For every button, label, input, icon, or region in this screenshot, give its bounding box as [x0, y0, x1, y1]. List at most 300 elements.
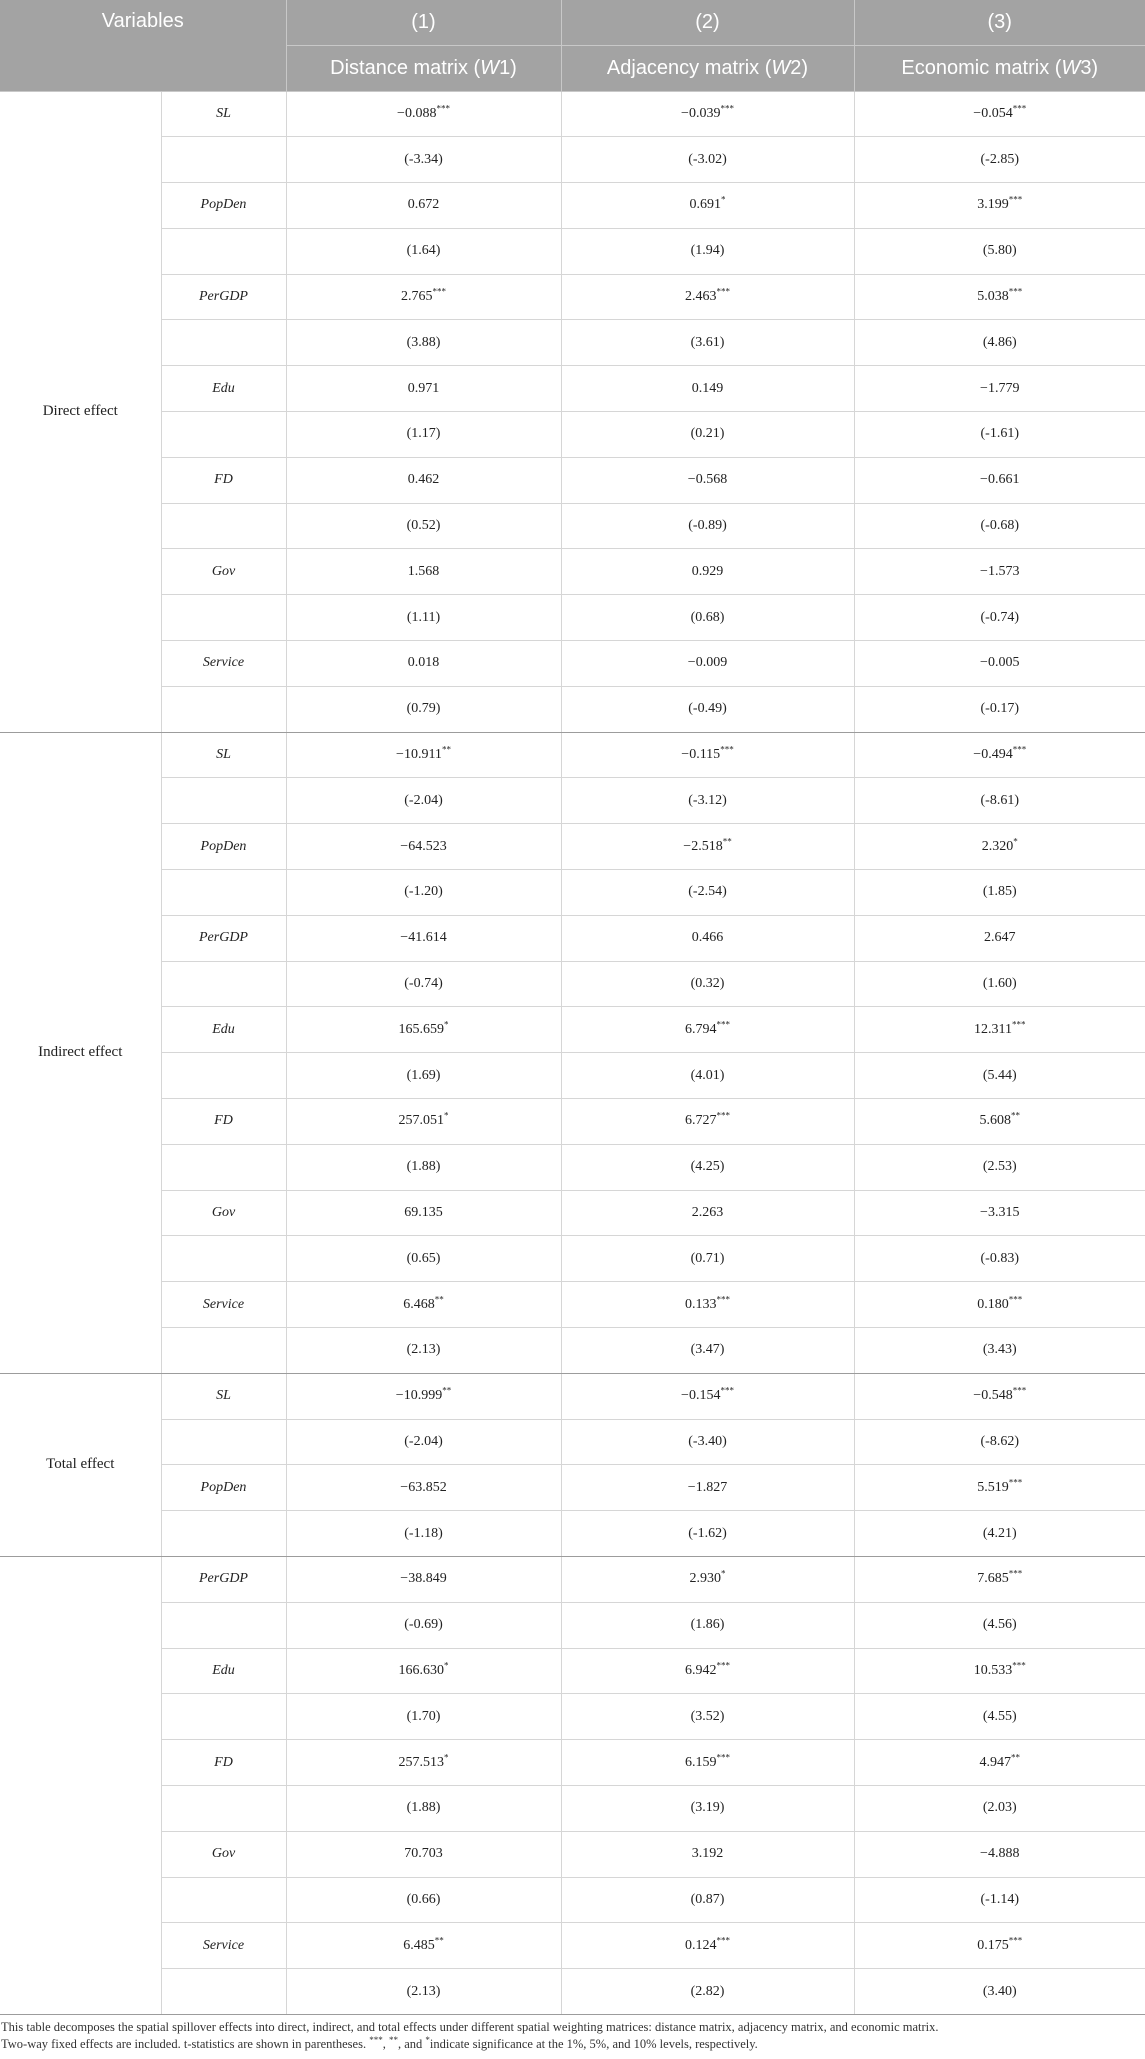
table-row-coefficient — [0, 1648, 1145, 1694]
table-row-coefficient — [0, 457, 1145, 503]
coefficient-value: 6.468 — [403, 1296, 435, 1312]
variable-name-empty — [161, 778, 286, 824]
coefficient-value: 1.568 — [407, 563, 440, 579]
coefficient-cell-col2 — [561, 549, 854, 595]
effect-group-label: Indirect effect — [0, 732, 161, 1373]
variable-name: SL — [161, 1373, 286, 1419]
tstat-cell-col2: (4.25) — [561, 1144, 854, 1190]
table-row-tstat — [0, 503, 1145, 549]
coefficient-value: 7.685 — [977, 1571, 1009, 1587]
tstat-cell-col2: (4.01) — [561, 1053, 854, 1099]
tstat-cell-col2: (2.82) — [561, 1969, 854, 2015]
table-row-tstat — [0, 1144, 1145, 1190]
variable-name: Service — [161, 641, 286, 687]
significance-stars: *** — [716, 1751, 730, 1762]
variable-name: PopDen — [161, 183, 286, 229]
variable-name: Gov — [161, 549, 286, 595]
tstat-cell-col2: (0.68) — [561, 595, 854, 641]
variable-name: Service — [161, 1282, 286, 1328]
coefficient-value: 5.519 — [977, 1479, 1009, 1495]
variable-name: FD — [161, 457, 286, 503]
table-row-tstat — [0, 1969, 1145, 2015]
coefficient-cell-col2 — [561, 1099, 854, 1145]
coefficient-cell-col3 — [854, 1099, 1145, 1145]
table-row-coefficient — [0, 641, 1145, 687]
tstat-cell-col2: (0.71) — [561, 1236, 854, 1282]
coefficient-value: 0.180 — [977, 1296, 1009, 1312]
table-row-coefficient — [0, 1099, 1145, 1145]
coefficient-cell-col2 — [561, 1007, 854, 1053]
coefficient-value: 0.462 — [407, 472, 440, 488]
significance-stars: *** — [1008, 1293, 1023, 1304]
effect-group-label: Total effect — [0, 1373, 161, 1556]
coefficient-value: 2.263 — [691, 1205, 724, 1221]
variable-name: Gov — [161, 1190, 286, 1236]
significance-stars: ** — [1011, 1110, 1020, 1121]
coefficient-value: 2.463 — [685, 289, 717, 305]
coefficient-cell-col3 — [854, 1465, 1145, 1511]
coefficient-cell-col2 — [561, 824, 854, 870]
tstat-cell-col3: (5.80) — [854, 228, 1145, 274]
coefficient-cell-col3 — [854, 732, 1145, 778]
coefficient-value: 6.727 — [685, 1113, 717, 1129]
coefficient-value: 0.971 — [407, 380, 440, 396]
tstat-cell-col3: (4.56) — [854, 1602, 1145, 1648]
coefficient-value: 2.320 — [981, 838, 1014, 854]
variable-name: Edu — [161, 1007, 286, 1053]
header-col3-name: Economic matrix (W3) — [854, 45, 1145, 91]
coefficient-cell-col3 — [854, 1923, 1145, 1969]
coefficient-cell-col3 — [854, 457, 1145, 503]
coefficient-cell-col1 — [286, 1007, 561, 1053]
coefficient-cell-col3 — [854, 549, 1145, 595]
tstat-cell-col2: (3.47) — [561, 1328, 854, 1374]
coefficient-cell-col1 — [286, 1282, 561, 1328]
coefficient-value: 5.608 — [979, 1113, 1011, 1129]
coefficient-value: 6.794 — [685, 1021, 717, 1037]
footnote-line-1: This table decomposes the spatial spillover effects into direct, indirect, and total effects under different spatial weighting matrices: distance matrix, adjacency matrix, and economic matrix. — [1, 2020, 939, 2034]
variable-name: PerGDP — [161, 915, 286, 961]
significance-stars: ** — [434, 1293, 444, 1304]
tstat-cell-col3: (-0.17) — [854, 686, 1145, 732]
coefficient-value: 5.038 — [977, 289, 1009, 305]
coefficient-value: −2.518 — [683, 838, 723, 854]
coefficient-cell-col1 — [286, 915, 561, 961]
variable-name-empty — [161, 1694, 286, 1740]
coefficient-cell-col3 — [854, 91, 1145, 137]
variable-name: Edu — [161, 366, 286, 412]
coefficient-value: 2.647 — [984, 930, 1016, 946]
significance-stars: ** — [441, 744, 451, 755]
coefficient-value: 0.149 — [691, 380, 724, 396]
tstat-cell-col2: (3.52) — [561, 1694, 854, 1740]
coefficient-cell-col1 — [286, 1557, 561, 1603]
tstat-cell-col1: (0.65) — [286, 1236, 561, 1282]
table-row-coefficient — [0, 732, 1145, 778]
significance-stars: *** — [716, 1660, 730, 1671]
table-row-tstat — [0, 686, 1145, 732]
coefficient-value: 257.513 — [398, 1754, 444, 1770]
significance-stars: *** — [1012, 1660, 1026, 1671]
tstat-cell-col3: (-1.61) — [854, 412, 1145, 458]
significance-stars: * — [444, 1019, 449, 1030]
table-footnote — [0, 2019, 1145, 2053]
tstat-cell-col1: (0.52) — [286, 503, 561, 549]
variable-name: FD — [161, 1740, 286, 1786]
variable-name-empty — [161, 870, 286, 916]
coefficient-value: −1.779 — [980, 380, 1020, 396]
variable-name-empty — [161, 1877, 286, 1923]
variable-name-empty — [161, 1236, 286, 1282]
coefficient-cell-col1 — [286, 366, 561, 412]
coefficient-cell-col3 — [854, 1007, 1145, 1053]
variable-name-empty — [161, 961, 286, 1007]
significance-stars: *** — [1011, 1019, 1026, 1030]
coefficient-value: 6.485 — [403, 1937, 435, 1953]
significance-stars: ** — [442, 1385, 452, 1396]
variable-name-empty — [161, 1053, 286, 1099]
tstat-cell-col2: (3.19) — [561, 1785, 854, 1831]
variable-name-empty — [161, 137, 286, 183]
coefficient-cell-col2 — [561, 1831, 854, 1877]
variable-name-empty — [161, 1511, 286, 1557]
coefficient-cell-col1 — [286, 183, 561, 229]
significance-stars: *** — [720, 744, 734, 755]
coefficient-value: −4.888 — [980, 1846, 1020, 1862]
coefficient-value: 2.930 — [689, 1571, 721, 1587]
coefficient-value: 3.199 — [977, 197, 1009, 213]
tstat-cell-col3: (5.44) — [854, 1053, 1145, 1099]
tstat-cell-col1: (1.88) — [286, 1785, 561, 1831]
coefficient-value: −0.661 — [980, 472, 1020, 488]
coefficient-cell-col2 — [561, 457, 854, 503]
coefficient-cell-col3 — [854, 274, 1145, 320]
table-body — [0, 91, 1145, 2014]
significance-stars: *** — [716, 1293, 730, 1304]
significance-stars: * — [444, 1751, 449, 1762]
effect-group-label: Direct effect — [0, 91, 161, 732]
tstat-cell-col2: (3.61) — [561, 320, 854, 366]
tstat-cell-col1: (2.13) — [286, 1328, 561, 1374]
variable-name-empty — [161, 1785, 286, 1831]
tstat-cell-col3: (-0.83) — [854, 1236, 1145, 1282]
tstat-cell-col1: (1.69) — [286, 1053, 561, 1099]
table-row-tstat — [0, 961, 1145, 1007]
coefficient-cell-col2 — [561, 732, 854, 778]
table-row-coefficient — [0, 1465, 1145, 1511]
tstat-cell-col2: (-0.89) — [561, 503, 854, 549]
tstat-cell-col2: (-3.40) — [561, 1419, 854, 1465]
variable-name-empty — [161, 595, 286, 641]
tstat-cell-col2: (-2.54) — [561, 870, 854, 916]
tstat-cell-col3: (-8.62) — [854, 1419, 1145, 1465]
coefficient-cell-col1 — [286, 457, 561, 503]
table-row-tstat — [0, 1785, 1145, 1831]
coefficient-value: −41.614 — [400, 930, 447, 946]
header-col2-number: (2) — [561, 0, 854, 45]
coefficient-value: −0.054 — [973, 105, 1013, 121]
significance-stars: * — [444, 1660, 449, 1671]
tstat-cell-col2: (0.21) — [561, 412, 854, 458]
table-row-tstat — [0, 1419, 1145, 1465]
tstat-cell-col3: (1.60) — [854, 961, 1145, 1007]
tstat-cell-col3: (-8.61) — [854, 778, 1145, 824]
coefficient-cell-col2 — [561, 1373, 854, 1419]
coefficient-cell-col2 — [561, 915, 854, 961]
coefficient-value: −0.039 — [681, 105, 721, 121]
coefficient-value: 0.124 — [685, 1937, 717, 1953]
table-row-tstat — [0, 320, 1145, 366]
coefficient-cell-col1 — [286, 549, 561, 595]
table-header — [0, 0, 1145, 91]
table-row-coefficient — [0, 549, 1145, 595]
significance-stars: ** — [722, 835, 732, 846]
tstat-cell-col2: (1.94) — [561, 228, 854, 274]
tstat-cell-col1: (1.17) — [286, 412, 561, 458]
significance-stars: *** — [1012, 1385, 1027, 1396]
coefficient-cell-col3 — [854, 1557, 1145, 1603]
table-row-tstat — [0, 1328, 1145, 1374]
significance-stars: * — [721, 194, 726, 205]
table-row-coefficient — [0, 1282, 1145, 1328]
significance-stars: * — [444, 1110, 449, 1121]
coefficient-value: −1.573 — [980, 563, 1020, 579]
coefficient-cell-col1 — [286, 274, 561, 320]
header-col3-number: (3) — [854, 0, 1145, 45]
coefficient-cell-col1 — [286, 1099, 561, 1145]
table-row-tstat — [0, 137, 1145, 183]
tstat-cell-col1: (1.11) — [286, 595, 561, 641]
variable-name-empty — [161, 1144, 286, 1190]
coefficient-value: 12.311 — [974, 1021, 1012, 1037]
tstat-cell-col1: (-2.04) — [286, 778, 561, 824]
variable-name: PopDen — [161, 824, 286, 870]
tstat-cell-col3: (4.21) — [854, 1511, 1145, 1557]
variable-name: PerGDP — [161, 274, 286, 320]
coefficient-value: 0.672 — [407, 197, 440, 213]
variable-name-empty — [161, 1969, 286, 2015]
significance-stars: *** — [716, 286, 730, 297]
variable-name: SL — [161, 91, 286, 137]
table-row-coefficient — [0, 915, 1145, 961]
table-row-tstat — [0, 1053, 1145, 1099]
header-col1-name: Distance matrix (W1) — [286, 45, 561, 91]
coefficient-value: 0.929 — [691, 563, 724, 579]
coefficient-cell-col1 — [286, 1465, 561, 1511]
coefficient-value: −3.315 — [980, 1205, 1020, 1221]
effect-group-label — [0, 1557, 161, 2015]
coefficient-value: 3.192 — [691, 1846, 724, 1862]
coefficient-cell-col2 — [561, 1648, 854, 1694]
significance-stars: *** — [1012, 103, 1027, 114]
coefficient-cell-col2 — [561, 274, 854, 320]
tstat-cell-col3: (-0.74) — [854, 595, 1145, 641]
tstat-cell-col3: (4.86) — [854, 320, 1145, 366]
coefficient-cell-col1 — [286, 732, 561, 778]
table-row-coefficient — [0, 274, 1145, 320]
coefficient-value: −0.154 — [681, 1388, 721, 1404]
tstat-cell-col2: (-0.49) — [561, 686, 854, 732]
coefficient-value: 10.533 — [973, 1662, 1013, 1678]
tstat-cell-col1: (1.88) — [286, 1144, 561, 1190]
tstat-cell-col1: (3.88) — [286, 320, 561, 366]
table-row-coefficient — [0, 1831, 1145, 1877]
tstat-cell-col3: (-0.68) — [854, 503, 1145, 549]
coefficient-value: −1.827 — [687, 1479, 728, 1495]
coefficient-cell-col3 — [854, 1190, 1145, 1236]
significance-stars: *** — [436, 103, 450, 114]
coefficient-cell-col3 — [854, 915, 1145, 961]
tstat-cell-col1: (0.66) — [286, 1877, 561, 1923]
significance-stars: *** — [716, 1110, 730, 1121]
coefficient-value: 70.703 — [404, 1846, 443, 1862]
table-row-tstat — [0, 595, 1145, 641]
coefficient-value: −0.494 — [973, 747, 1013, 763]
table-row-tstat — [0, 412, 1145, 458]
tstat-cell-col1: (1.70) — [286, 1694, 561, 1740]
coefficient-value: 6.159 — [685, 1754, 717, 1770]
table-row-coefficient — [0, 91, 1145, 137]
significance-stars: ** — [1011, 1751, 1020, 1762]
table-row-coefficient — [0, 824, 1145, 870]
tstat-cell-col1: (2.13) — [286, 1969, 561, 2015]
tstat-cell-col3: (3.43) — [854, 1328, 1145, 1374]
coefficient-value: −0.005 — [980, 655, 1020, 671]
tstat-cell-col1: (-1.20) — [286, 870, 561, 916]
header-col2-name: Adjacency matrix (W2) — [561, 45, 854, 91]
coefficient-cell-col1 — [286, 1648, 561, 1694]
coefficient-cell-col3 — [854, 1373, 1145, 1419]
coefficient-value: −38.849 — [400, 1571, 447, 1587]
significance-stars: *** — [1008, 286, 1023, 297]
coefficient-cell-col3 — [854, 366, 1145, 412]
coefficient-value: −0.568 — [687, 472, 728, 488]
tstat-cell-col3: (-1.14) — [854, 1877, 1145, 1923]
significance-stars: *** — [716, 1935, 730, 1946]
tstat-cell-col1: (-0.74) — [286, 961, 561, 1007]
tstat-cell-col3: (2.53) — [854, 1144, 1145, 1190]
table-row-coefficient — [0, 1007, 1145, 1053]
coefficient-cell-col2 — [561, 1190, 854, 1236]
coefficient-value: 6.942 — [685, 1662, 717, 1678]
table-row-coefficient — [0, 1557, 1145, 1603]
tstat-cell-col2: (-3.02) — [561, 137, 854, 183]
variable-name-empty — [161, 1602, 286, 1648]
table-row-coefficient — [0, 183, 1145, 229]
coefficient-value: 2.765 — [401, 289, 433, 305]
variable-name: Gov — [161, 1831, 286, 1877]
coefficient-value: −10.911 — [396, 747, 442, 763]
header-variables: Variables — [0, 0, 286, 91]
tstat-cell-col2: (0.32) — [561, 961, 854, 1007]
coefficient-value: −0.088 — [397, 105, 437, 121]
variable-name-empty — [161, 412, 286, 458]
coefficient-value: 0.175 — [977, 1937, 1009, 1953]
coefficient-cell-col2 — [561, 641, 854, 687]
coefficient-value: 0.133 — [685, 1296, 717, 1312]
header-col1-number: (1) — [286, 0, 561, 45]
coefficient-cell-col3 — [854, 1648, 1145, 1694]
tstat-cell-col3: (1.85) — [854, 870, 1145, 916]
table-row-coefficient — [0, 366, 1145, 412]
tstat-cell-col3: (3.40) — [854, 1969, 1145, 2015]
significance-stars: *** — [432, 286, 446, 297]
tstat-cell-col1: (0.79) — [286, 686, 561, 732]
significance-stars: * — [1013, 835, 1018, 846]
coefficient-cell-col2 — [561, 1923, 854, 1969]
tstat-cell-col1: (-0.69) — [286, 1602, 561, 1648]
coefficient-value: 165.659 — [398, 1021, 444, 1037]
coefficient-value: −0.548 — [973, 1388, 1013, 1404]
tstat-cell-col2: (-1.62) — [561, 1511, 854, 1557]
coefficient-value: −10.999 — [395, 1388, 443, 1404]
table-row-tstat — [0, 1694, 1145, 1740]
tstat-cell-col3: (-2.85) — [854, 137, 1145, 183]
coefficient-cell-col2 — [561, 1282, 854, 1328]
coefficient-cell-col3 — [854, 183, 1145, 229]
tstat-cell-col1: (-1.18) — [286, 1511, 561, 1557]
coefficient-cell-col1 — [286, 641, 561, 687]
significance-stars: *** — [1008, 194, 1023, 205]
table-row-tstat — [0, 1877, 1145, 1923]
table-row-tstat — [0, 778, 1145, 824]
coefficient-cell-col2 — [561, 1557, 854, 1603]
table-row-coefficient — [0, 1923, 1145, 1969]
coefficient-cell-col3 — [854, 1740, 1145, 1786]
coefficient-cell-col3 — [854, 824, 1145, 870]
coefficient-value: 0.691 — [689, 197, 721, 213]
coefficient-value: 4.947 — [979, 1754, 1011, 1770]
table-row-tstat — [0, 228, 1145, 274]
coefficient-cell-col2 — [561, 1740, 854, 1786]
coefficient-cell-col1 — [286, 1373, 561, 1419]
coefficient-cell-col3 — [854, 1282, 1145, 1328]
coefficient-value: −0.115 — [681, 747, 721, 763]
coefficient-cell-col1 — [286, 91, 561, 137]
variable-name-empty — [161, 686, 286, 732]
variable-name-empty — [161, 1419, 286, 1465]
coefficient-cell-col3 — [854, 641, 1145, 687]
variable-name: SL — [161, 732, 286, 778]
coefficient-cell-col2 — [561, 91, 854, 137]
coefficient-cell-col1 — [286, 1831, 561, 1877]
significance-stars: *** — [720, 103, 734, 114]
variable-name-empty — [161, 320, 286, 366]
coefficient-value: 69.135 — [404, 1205, 443, 1221]
coefficient-cell-col1 — [286, 1923, 561, 1969]
tstat-cell-col3: (4.55) — [854, 1694, 1145, 1740]
table-row-coefficient — [0, 1740, 1145, 1786]
coefficient-cell-col1 — [286, 1190, 561, 1236]
coefficient-value: −0.009 — [687, 655, 728, 671]
table-row-tstat — [0, 1602, 1145, 1648]
coefficient-value: −63.852 — [400, 1479, 447, 1495]
variable-name: Edu — [161, 1648, 286, 1694]
coefficient-cell-col2 — [561, 366, 854, 412]
table-row-tstat — [0, 1511, 1145, 1557]
tstat-cell-col1: (-2.04) — [286, 1419, 561, 1465]
significance-stars: *** — [1008, 1935, 1023, 1946]
coefficient-cell-col3 — [854, 1831, 1145, 1877]
tstat-cell-col2: (1.86) — [561, 1602, 854, 1648]
tstat-cell-col2: (0.87) — [561, 1877, 854, 1923]
footnote-line-2: Two-way fixed effects are included. t-statistics are shown in parentheses. ***, **, and *indicate significance at the 1%, 5%, and 10% levels, respectively. — [1, 2034, 758, 2051]
significance-stars: *** — [716, 1019, 730, 1030]
significance-stars: *** — [1012, 744, 1027, 755]
significance-stars: * — [721, 1568, 726, 1579]
table-row-tstat — [0, 870, 1145, 916]
variable-name: Service — [161, 1923, 286, 1969]
